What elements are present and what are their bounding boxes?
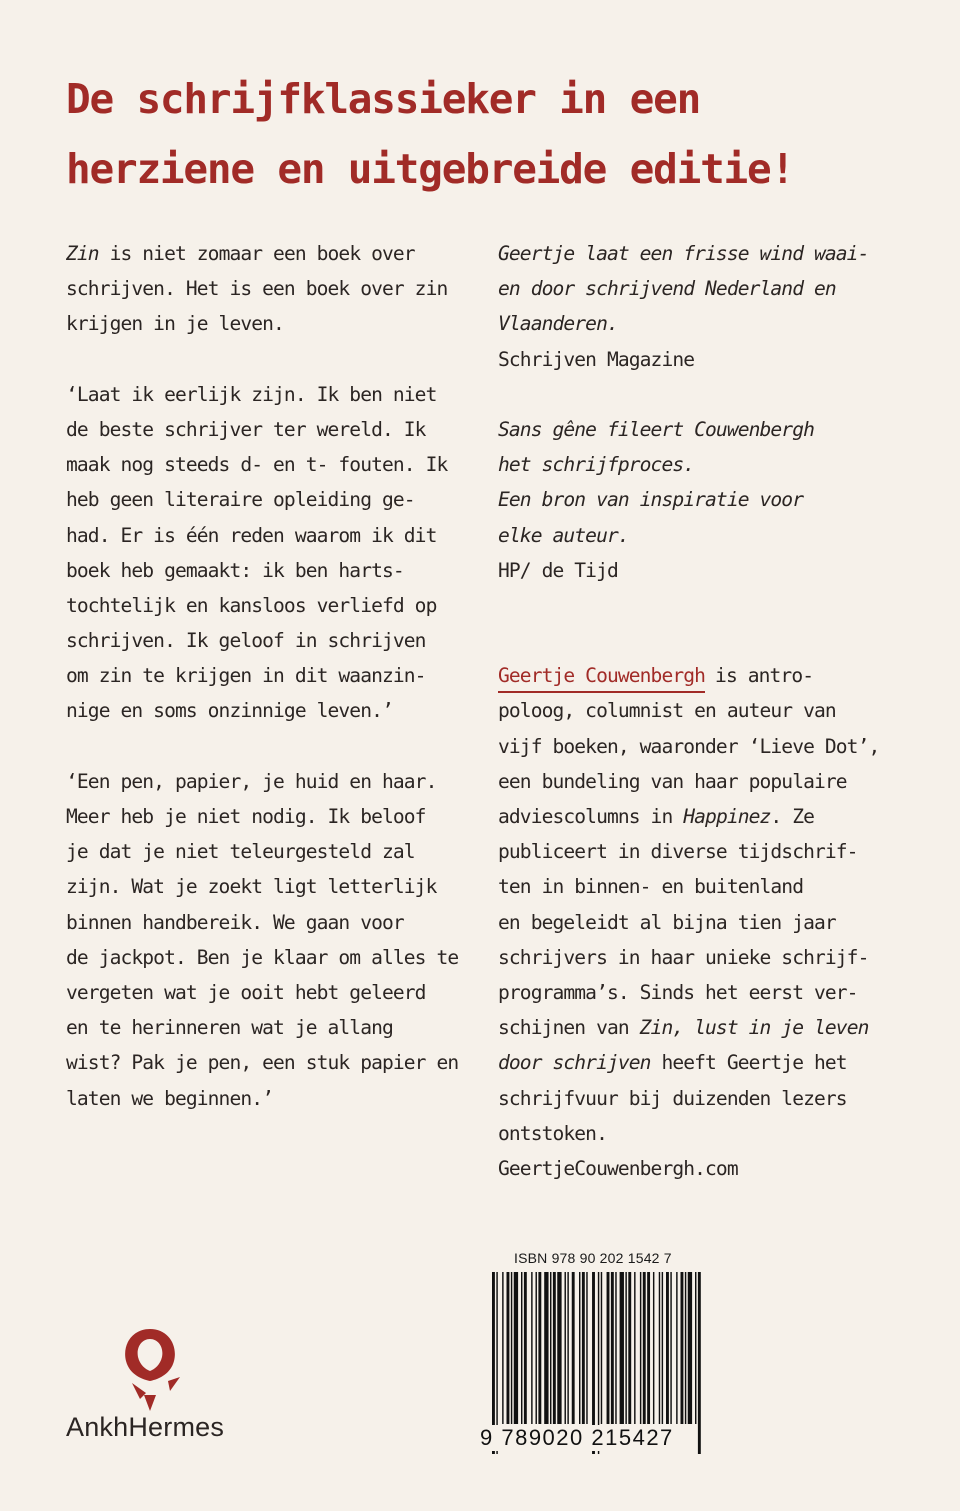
bio-text: heeft Geertje het — [650, 1051, 847, 1075]
quote-line: laten we beginnen.’ — [66, 1086, 274, 1110]
barcode-bar — [521, 1272, 522, 1424]
quote-paragraph-2 — [66, 764, 486, 1116]
barcode-bar — [572, 1272, 575, 1424]
quote-line: binnen handbereik. We gaan voor — [66, 910, 404, 934]
barcode-bar — [688, 1272, 692, 1424]
barcode-bar — [565, 1272, 566, 1424]
author-bio — [498, 658, 938, 1186]
review-text: elke auteur. — [498, 523, 629, 547]
barcode-bar — [670, 1272, 671, 1424]
quote-line: je dat je niet teleurgesteld zal — [66, 840, 415, 864]
quote-line: tochtelijk en kansloos verliefd op — [66, 593, 437, 617]
book-title-italic: door schrijven — [498, 1051, 651, 1075]
barcode-bar — [550, 1272, 551, 1424]
review-line — [498, 412, 938, 447]
bio-line: programma’s. Sinds het eerst ver- — [498, 980, 858, 1004]
barcode-bar — [620, 1272, 624, 1424]
website[interactable]: GeertjeCouwenbergh.com — [498, 1156, 738, 1180]
barcode-bar — [538, 1272, 541, 1424]
barcode-bar — [666, 1272, 669, 1424]
barcode-bar — [640, 1272, 641, 1424]
bio-line: schrijvers in haar unieke schrijf- — [498, 945, 869, 969]
barcode-bar — [582, 1272, 585, 1424]
bio-text: adviescolumns in — [498, 805, 684, 828]
barcode-bar — [557, 1272, 561, 1424]
barcode-bar — [628, 1272, 631, 1424]
headline-line-1: De schrijfklassieker in een — [66, 75, 701, 123]
barcode-bar — [659, 1272, 660, 1424]
review-source: HP/ de Tijd — [498, 558, 618, 582]
barcode-bar — [676, 1272, 677, 1424]
review-line — [498, 518, 938, 553]
bio-line: poloog, columnist en auteur van — [498, 699, 836, 723]
intro-paragraph — [66, 236, 486, 342]
quote-line: boek heb gemaakt: ik ben harts- — [66, 558, 404, 582]
quote-line: schrijven. Ik geloof in schrijven — [66, 629, 426, 653]
quote-line: heb geen literaire opleiding ge- — [66, 488, 415, 512]
review-text: Geertje laat een frisse wind waai- — [498, 242, 869, 265]
quote-line: nige en soms onzinnige leven.’ — [66, 699, 393, 723]
isbn-label: ISBN 978 90 202 1542 7 — [514, 1250, 672, 1266]
quote-line: vergeten wat je ooit hebt geleerd — [66, 980, 426, 1004]
quote-line: had. Er is één reden waarom ik dit — [66, 523, 437, 547]
barcode-bar — [647, 1272, 650, 1424]
barcode-bar — [662, 1272, 663, 1424]
barcode-bar — [643, 1272, 646, 1424]
book-title-italic: Zin, lust in je leven — [639, 1016, 869, 1040]
bio-text: . Ze — [770, 805, 815, 828]
bio-line — [498, 1045, 938, 1080]
quote-line: ‘Laat ik eerlijk zijn. Ik ben niet — [66, 382, 437, 406]
barcode-bar — [695, 1272, 696, 1424]
barcode-bar — [611, 1272, 614, 1424]
barcode-bar — [601, 1272, 602, 1424]
review-line — [498, 447, 938, 482]
barcode-bar — [567, 1272, 568, 1424]
quote-line: en te herinneren wat je allang — [66, 1016, 393, 1040]
bio-line: een bundeling van haar populaire — [498, 769, 847, 793]
quote-line: ‘Een pen, papier, je huid en haar. — [66, 769, 437, 793]
headline-line-2: herziene en uitgebreide editie! — [66, 145, 795, 193]
barcode-bar — [502, 1272, 503, 1424]
quote-line: de beste schrijver ter wereld. Ik — [66, 417, 426, 441]
intro-line — [66, 236, 486, 271]
bio-line: publiceert in diverse tijdschrif- — [498, 840, 858, 864]
review-text: Een bron van inspiratie voor — [498, 488, 804, 512]
author-name: Geertje Couwenbergh — [498, 661, 705, 693]
quote-line: de jackpot. Ben je klaar om alles te — [66, 945, 459, 969]
bio-line — [498, 799, 938, 834]
barcode-bar — [607, 1272, 610, 1424]
book-title-italic: Zin — [66, 242, 99, 265]
headline — [66, 64, 794, 204]
intro-line-rest: is niet zomaar een boek over — [98, 242, 415, 265]
barcode-bar — [531, 1272, 532, 1424]
quote-line: maak nog steeds d- en t- fouten. Ik — [66, 453, 448, 477]
review-text: Vlaanderen. — [498, 312, 618, 336]
quote-line: om zin te krijgen in dit waanzin- — [66, 664, 426, 688]
bio-line: vijf boeken, waaronder ‘Lieve Dot’, — [498, 734, 880, 758]
barcode-bar — [615, 1272, 616, 1424]
bio-line: ontstoken. — [498, 1121, 607, 1145]
review-quote-2 — [498, 412, 938, 588]
bio-text: is antro- — [715, 664, 814, 688]
bio-line: ten in binnen- en buitenland — [498, 875, 804, 899]
barcode-bar — [625, 1272, 626, 1424]
publisher-name: AnkhHermes — [66, 1412, 225, 1442]
ankhhermes-logo-icon — [110, 1325, 190, 1415]
barcode-bar — [586, 1272, 587, 1424]
left-column — [66, 236, 486, 1116]
bio-line — [498, 658, 938, 693]
barcode-bar — [681, 1272, 684, 1424]
barcode-bar — [698, 1272, 701, 1454]
barcode-bar — [544, 1272, 548, 1424]
review-line — [498, 271, 938, 306]
barcode-bar — [685, 1272, 686, 1424]
intro-line: krijgen in je leven. — [66, 312, 284, 336]
barcode-bar — [536, 1272, 537, 1424]
barcode-bar — [524, 1272, 527, 1424]
barcode-bar — [553, 1272, 556, 1424]
barcode-digits: 9 789020 215427 — [480, 1425, 674, 1450]
review-quote-1 — [498, 236, 938, 377]
quote-line: wist? Pak je pen, een stuk papier en — [66, 1051, 459, 1075]
review-source: Schrijven Magazine — [498, 347, 695, 371]
bio-line — [498, 1010, 938, 1045]
review-text: Sans gêne fileert Couwenbergh — [498, 417, 814, 441]
barcode-bar — [634, 1272, 635, 1424]
review-text: en door schrijvend Nederland en — [498, 277, 836, 301]
intro-line: schrijven. Het is een boek over zin — [66, 277, 448, 301]
barcode-bar — [507, 1272, 510, 1424]
review-line — [498, 306, 938, 341]
quote-paragraph-1 — [66, 377, 486, 729]
bio-text: schijnen van — [498, 1016, 640, 1040]
barcode-bar — [653, 1272, 654, 1424]
bio-line: schrijfvuur bij duizenden lezers — [498, 1086, 847, 1110]
bio-line: en begeleidt al bijna tien jaar — [498, 910, 836, 934]
barcode-bar — [514, 1272, 518, 1424]
barcode-bar — [511, 1272, 512, 1424]
review-line — [498, 236, 938, 271]
review-text: het schrijfproces. — [498, 453, 695, 477]
barcode-bar — [579, 1272, 580, 1424]
magazine-title-italic: Happinez — [683, 805, 771, 828]
right-column — [498, 236, 938, 1186]
review-line — [498, 482, 938, 517]
quote-line: zijn. Wat je zoekt ligt letterlijk — [66, 875, 437, 899]
quote-line: Meer heb je niet nodig. Ik beloof — [66, 805, 426, 828]
